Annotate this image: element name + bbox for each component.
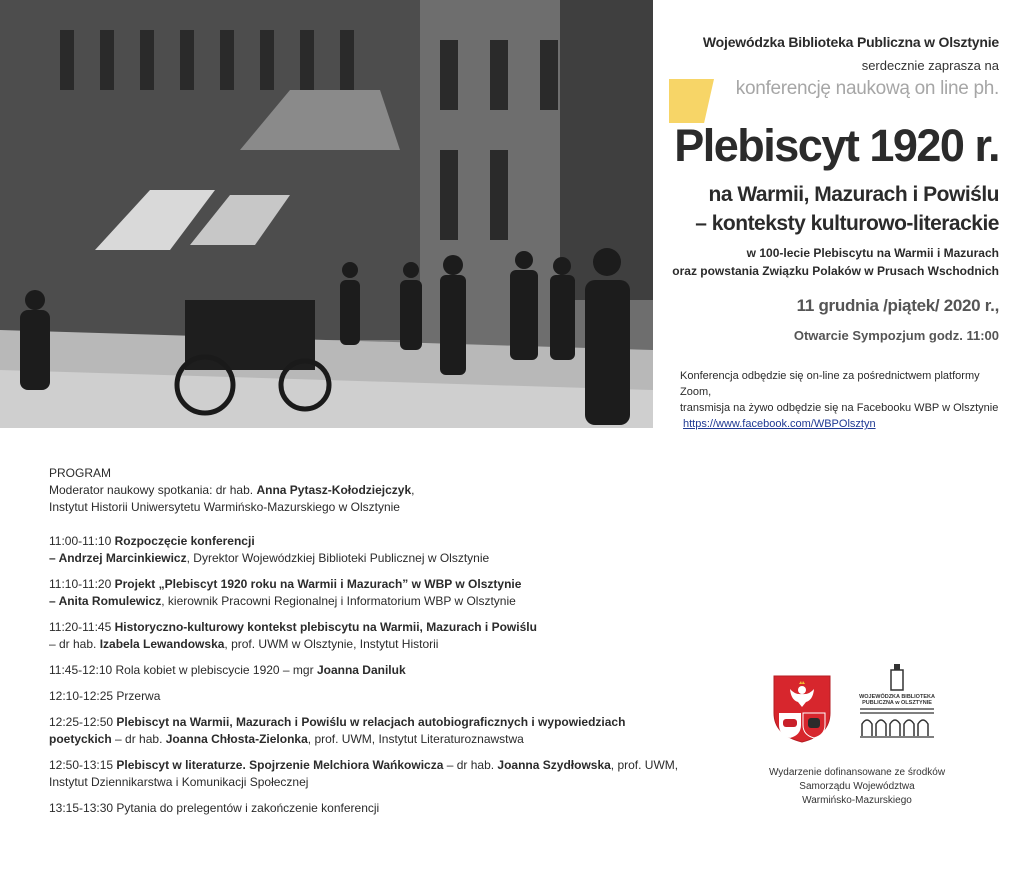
- program-item: 12:50-13:15 Plebiscyt w literaturze. Spojrzenie Melchiora Wańkowicza – dr hab. Joanna Szydłowska, prof. UWM, Instytut Dziennikarstwa i Komunikacji Społecznej: [49, 758, 679, 789]
- speaker-name: Joanna Chłosta-Zielonka: [165, 732, 308, 746]
- facebook-link[interactable]: https://www.facebook.com/WBPOlsztyn: [683, 418, 876, 430]
- moderator-name: Anna Pytasz-Kołodziejczyk: [256, 483, 412, 497]
- invitation-text: serdecznie zaprasza na: [861, 58, 999, 73]
- program-item-title: Plebiscyt na Warmii, Mazurach i Powiślu w relacjach autobiograficznych i wypowiedziach: [116, 715, 626, 729]
- program-item-title: Projekt „Plebiscyt 1920 roku na Warmii i Mazurach” w WBP w Olsztynie: [114, 577, 522, 591]
- opening-time: Otwarcie Sympozjum godz. 11:00: [793, 328, 999, 343]
- program-item-title: Rozpoczęcie konferencji: [114, 534, 255, 548]
- program-item: 11:00-11:10 Rozpoczęcie konferencji – Andrzej Marcinkiewicz, Dyrektor Wojewódzkiej Biblioteki Publicznej w Olsztynie: [49, 534, 490, 565]
- speaker-name: Izabela Lewandowska: [99, 637, 225, 651]
- info-line-zoom: Konferencja odbędzie się on-line za pośrednictwem platformy Zoom,: [680, 370, 980, 398]
- coat-of-arms-icon: [773, 675, 831, 743]
- funding-note: Wydarzenie dofinansowane ze środków Samorządu Województwa Warmińsko-Mazurskiego: [768, 767, 946, 806]
- subtitle-regions: na Warmii, Mazurach i Powiślu: [708, 183, 999, 206]
- page-title: Plebiscyt 1920 r.: [674, 120, 999, 171]
- program-heading: PROGRAM: [49, 466, 112, 480]
- subtitle-contexts: – konteksty kulturowo-literackie: [695, 212, 999, 235]
- program-item-title: Plebiscyt w literaturze. Spojrzenie Melchiora Wańkowicza: [116, 758, 444, 772]
- historical-street-photo: [0, 0, 653, 428]
- speaker-name: Joanna Daniluk: [316, 663, 406, 677]
- library-logo: [858, 664, 936, 740]
- program-section: [49, 465, 729, 817]
- program-item: 13:15-13:30 Pytania do prelegentów i zakończenie konferencji: [49, 801, 380, 815]
- info-line-facebook: transmisja na żywo odbędzie się na Facebooku WBP w Olsztynie: [680, 402, 999, 414]
- program-item: 11:45-12:10 Rola kobiet w plebiscycie 1920 – mgr Joanna Daniluk: [49, 663, 406, 677]
- online-info: [680, 368, 1010, 432]
- subtitle-union: oraz powstania Związku Polaków w Prusach Wschodnich: [672, 264, 999, 278]
- moderator-affiliation: Instytut Historii Uniwersytetu Warmińsko-Mazurskiego w Olsztynie: [49, 500, 400, 514]
- program-item: 12:10-12:25 Przerwa: [49, 689, 161, 703]
- moderator-line: Moderator naukowy spotkania: dr hab. Anna Pytasz-Kołodziejczyk,: [49, 483, 415, 497]
- conference-line: konferencję naukową on line ph.: [735, 78, 999, 99]
- program-item: 11:20-11:45 Historyczno-kulturowy kontekst plebiscytu na Warmii, Mazurach i Powiślu – dr hab. Izabela Lewandowska, prof. UWM w Olsztynie, Instytut Historii: [49, 620, 537, 651]
- library-logo-text: WOJEWÓDZKA BIBLIOTEKA PUBLICZNA w OLSZTYNIE: [859, 694, 935, 706]
- institution-name: Wojewódzka Biblioteka Publiczna w Olsztynie: [702, 34, 999, 50]
- event-date: 11 grudnia /piątek/ 2020 r.,: [796, 296, 999, 315]
- program-item: 12:25-12:50 Plebiscyt na Warmii, Mazurach i Powiślu w relacjach autobiograficznych i wypowiedziach poetyckich – dr hab. Joanna Chłosta-Zielonka, prof. UWM, Instytut Literaturoznawstwa: [49, 715, 626, 746]
- speaker-name: Anita Romulewicz: [58, 594, 162, 608]
- program-item-title: Historyczno-kulturowy kontekst plebiscytu na Warmii, Mazurach i Powiślu: [114, 620, 537, 634]
- accent-shape: [669, 79, 714, 123]
- program-item: 11:10-11:20 Projekt „Plebiscyt 1920 roku na Warmii i Mazurach” w WBP w Olsztynie – Anita Romulewicz, kierownik Pracowni Regionalnej i Informatorium WBP w Olsztynie: [49, 577, 522, 608]
- speaker-name: Andrzej Marcinkiewicz: [58, 551, 187, 565]
- subtitle-anniversary: w 100-lecie Plebiscytu na Warmii i Mazurach: [746, 246, 999, 260]
- speaker-name: Joanna Szydłowska: [497, 758, 611, 772]
